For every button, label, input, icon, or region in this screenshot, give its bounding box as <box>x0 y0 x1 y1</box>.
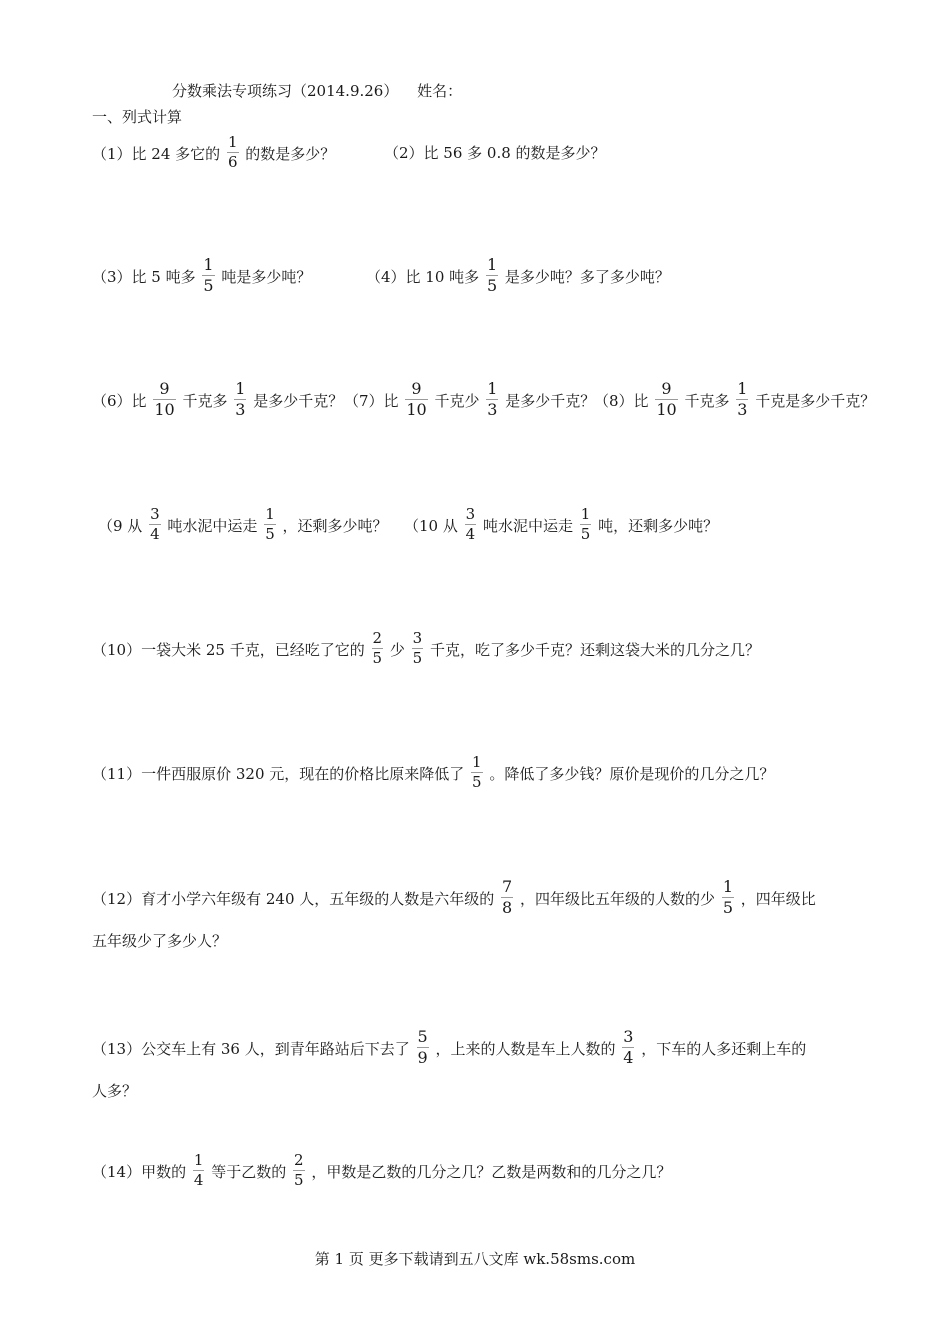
problem-9-text-a: （9 从 <box>98 517 143 535</box>
problem-12-text-c: ，四年级比 <box>740 890 816 908</box>
problem-12-fraction-2 <box>722 879 734 916</box>
problem-8-text-c: 千克是多少千克？ <box>755 392 876 410</box>
numerator: 5 <box>417 1027 428 1046</box>
problem-12-fraction-1 <box>501 879 513 916</box>
problem-10 <box>92 629 760 667</box>
problem-4-fraction <box>486 257 498 294</box>
problem-8 <box>594 379 876 419</box>
problem-9 <box>98 505 388 543</box>
numerator: 9 <box>661 379 672 398</box>
denominator: 3 <box>235 400 246 419</box>
problem-7-fraction-1 <box>405 381 427 418</box>
numerator: 1 <box>486 255 498 274</box>
denominator: 5 <box>472 773 482 791</box>
denominator: 5 <box>203 276 214 295</box>
problem-7-text-c: 是多少千克？ <box>505 392 596 410</box>
problem-11-fraction <box>471 755 483 790</box>
problem-7-text-b: 千克少 <box>434 392 480 410</box>
problem-14-fraction-1 <box>193 1153 205 1188</box>
problem-13-text-c: ，下车的人多还剩上车的 <box>641 1040 807 1058</box>
problem-10a-fraction-1 <box>465 507 477 542</box>
problem-10a <box>404 505 719 543</box>
problem-12-text-a: （12）育才小学六年级有 240 人，五年级的人数是六年级的 <box>92 890 495 908</box>
problem-13-text-a: （13）公交车上有 36 人，到青年路站后下去了 <box>92 1040 410 1058</box>
numerator: 9 <box>159 379 170 398</box>
problem-3-fraction <box>202 257 214 294</box>
name-label: 姓名： <box>417 82 463 100</box>
denominator: 4 <box>465 525 476 543</box>
problem-11-text-a: （11）一件西服原价 320 元，现在的价格比原来降低了 <box>92 765 465 783</box>
numerator: 1 <box>203 255 214 274</box>
problem-1-text-b: 的数是多少？ <box>245 145 336 163</box>
problem-6-fraction-2 <box>234 381 246 418</box>
problem-7-text-a: （7）比 <box>344 392 399 410</box>
problem-8-text-b: 千克多 <box>684 392 730 410</box>
problem-7 <box>344 379 596 419</box>
denominator: 5 <box>294 1171 304 1189</box>
problem-14-text-c: ，甲数是乙数的几分之几？乙数是两数和的几分之几？ <box>311 1163 672 1181</box>
problem-8-fraction-1 <box>655 381 677 418</box>
problem-9-text-c: ，还剩多少吨？ <box>282 517 388 535</box>
numerator: 1 <box>580 505 591 523</box>
problem-3-text-b: 吨是多少吨？ <box>221 268 312 286</box>
numerator: 3 <box>623 1027 634 1046</box>
problem-11-text-b: 。降低了多少钱？原价是现价的几分之几？ <box>489 765 775 783</box>
problem-10-fraction-2 <box>412 631 424 666</box>
problem-9-text-b: 吨水泥中运走 <box>167 517 258 535</box>
problem-14 <box>92 1151 672 1189</box>
numerator: 1 <box>487 379 498 398</box>
problem-6-text-c: 是多少千克？ <box>253 392 344 410</box>
problem-12-line-2: 五年级少了多少人？ <box>92 932 228 950</box>
problem-4-text-b: 是多少吨？多了多少吨？ <box>504 268 670 286</box>
title-text: 分数乘法专项练习（2014.9.26） <box>172 82 399 100</box>
problem-2-text: （2）比 56 多 0.8 的数是多少？ <box>384 144 606 162</box>
problem-3-text-a: （3）比 5 吨多 <box>92 268 196 286</box>
problem-10a-text-a: （10 从 <box>404 517 458 535</box>
problem-13-line-2: 人多？ <box>92 1082 138 1100</box>
problem-13-fraction-2 <box>622 1029 634 1066</box>
numerator: 1 <box>227 133 238 151</box>
denominator: 10 <box>154 400 175 419</box>
denominator: 3 <box>737 400 748 419</box>
problem-6-fraction-1 <box>153 381 175 418</box>
denominator: 8 <box>502 898 513 917</box>
problem-6 <box>92 379 344 419</box>
problem-3 <box>92 255 312 295</box>
problem-1-text-a: （1）比 24 多它的 <box>92 145 221 163</box>
numerator: 3 <box>412 629 423 647</box>
problem-1 <box>92 133 336 171</box>
denominator: 4 <box>150 525 160 543</box>
problem-14-fraction-2 <box>293 1153 305 1188</box>
problem-10-text-b: 少 <box>389 641 405 659</box>
problem-8-text-a: （8）比 <box>594 392 649 410</box>
denominator: 5 <box>580 525 591 543</box>
problem-10-text-c: 千克，吃了多少千克？还剩这袋大米的几分之几？ <box>429 641 760 659</box>
denominator: 4 <box>193 1171 204 1189</box>
denominator: 5 <box>265 525 275 543</box>
problem-8-fraction-2 <box>736 381 748 418</box>
numerator: 1 <box>472 753 482 771</box>
problem-12-text-b: ，四年级比五年级的人数的少 <box>520 890 716 908</box>
numerator: 1 <box>722 877 733 896</box>
worksheet-title <box>172 80 462 101</box>
problem-13 <box>92 1027 807 1067</box>
problem-10a-text-b: 吨水泥中运走 <box>482 517 573 535</box>
numerator: 2 <box>372 629 383 647</box>
numerator: 1 <box>265 505 275 523</box>
numerator: 3 <box>150 505 160 523</box>
denominator: 10 <box>656 400 677 419</box>
problem-11 <box>92 753 775 791</box>
problem-9-fraction-2 <box>264 507 276 542</box>
problem-13-fraction-1 <box>417 1029 429 1066</box>
problem-6-text-a: （6）比 <box>92 392 147 410</box>
page-footer: 第 1 页 更多下载请到五八文库 wk.58sms.com <box>314 1250 636 1268</box>
section-heading: 一、列式计算 <box>92 108 183 126</box>
numerator: 2 <box>294 1151 304 1169</box>
numerator: 9 <box>411 379 422 398</box>
numerator: 7 <box>502 877 513 896</box>
problem-13-text-b: ，上来的人数是车上人数的 <box>435 1040 616 1058</box>
denominator: 4 <box>623 1048 634 1067</box>
denominator: 5 <box>486 276 498 295</box>
denominator: 5 <box>722 898 733 917</box>
problem-14-text-b: 等于乙数的 <box>211 1163 287 1181</box>
denominator: 6 <box>227 153 238 171</box>
problem-7-fraction-2 <box>486 381 498 418</box>
problem-10a-fraction-2 <box>580 507 592 542</box>
problem-2 <box>384 142 606 163</box>
denominator: 3 <box>487 400 498 419</box>
problem-10-text-a: （10）一袋大米 25 千克，已经吃了它的 <box>92 641 365 659</box>
numerator: 1 <box>193 1151 204 1169</box>
problem-9-fraction-1 <box>149 507 161 542</box>
numerator: 1 <box>737 379 748 398</box>
problem-4-text-a: （4）比 10 吨多 <box>366 268 480 286</box>
problem-14-text-a: （14）甲数的 <box>92 1163 187 1181</box>
problem-10-fraction-1 <box>372 631 384 666</box>
problem-6-text-b: 千克多 <box>182 392 228 410</box>
denominator: 9 <box>417 1048 428 1067</box>
denominator: 5 <box>412 649 423 667</box>
denominator: 5 <box>372 649 383 667</box>
problem-10a-text-c: 吨，还剩多少吨？ <box>598 517 719 535</box>
problem-12 <box>92 877 816 917</box>
problem-1-fraction <box>227 135 239 170</box>
numerator: 1 <box>235 379 246 398</box>
denominator: 10 <box>406 400 427 419</box>
problem-4 <box>366 255 670 295</box>
numerator: 3 <box>465 505 476 523</box>
